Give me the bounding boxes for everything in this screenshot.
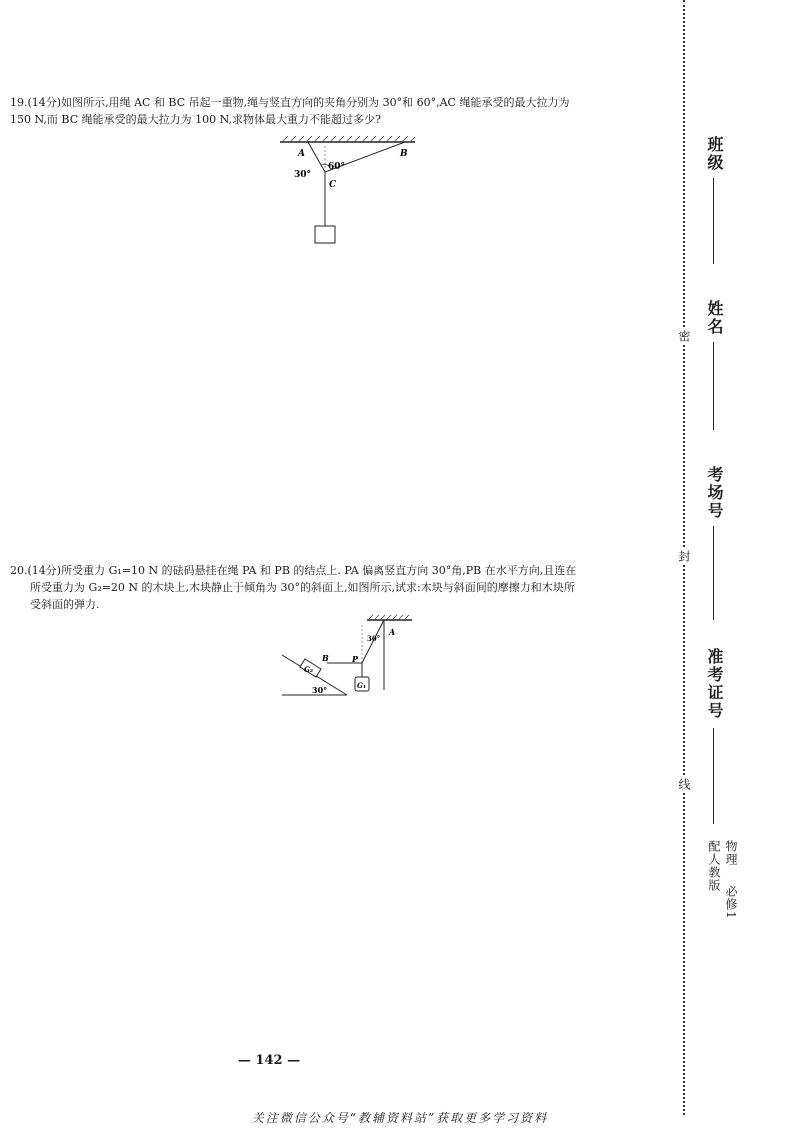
label-c: C <box>329 180 337 190</box>
seal-mark-feng: 封 <box>677 550 691 562</box>
question-20-text-line-1: 20.(14分)所受重力 G₁=10 N 的砝码悬挂在绳 PA 和 PB 的结点上. PA 偏离竖直方向 30°角,PB 在水平方向,且连在 <box>10 564 577 577</box>
label-g1: G₁ <box>357 681 367 690</box>
admission-number-fill-line <box>713 728 714 824</box>
question-19 <box>10 94 670 128</box>
angle-rope-label: 30° <box>367 634 381 643</box>
page-number: — 142 — <box>237 1053 301 1068</box>
hanging-weight <box>315 226 335 243</box>
class-fill-line <box>713 178 714 264</box>
label-p: P <box>352 654 359 664</box>
class-label: 班级 <box>705 136 724 172</box>
angle-slope-label: 30° <box>312 685 328 695</box>
name-label: 姓名 <box>705 300 724 336</box>
question-19-figure <box>270 136 430 248</box>
edition-label: 配人教版 <box>707 840 721 892</box>
label-a: A <box>389 627 396 637</box>
label-a: A <box>298 149 305 159</box>
admission-number-label: 准考证号 <box>705 648 724 720</box>
angle-60-label: 60° <box>328 162 346 172</box>
subject-info <box>706 840 740 1000</box>
label-b: B <box>322 653 329 663</box>
ceiling-hatching <box>282 136 415 142</box>
subject-label: 物理 <box>724 840 738 866</box>
rope-ac <box>308 142 325 172</box>
question-19-text-line-1: 19.(14分)如图所示,用绳 AC 和 BC 吊起一重物,绳与竖直方向的夹角分别为 30°和 60°,AC 绳能承受的最大拉力为 <box>10 96 570 109</box>
question-20 <box>10 562 670 613</box>
footer-note: 关注微信公众号“教辅资料站”获取更多学习资料 <box>251 1111 549 1125</box>
exam-room-label: 考场号 <box>705 466 724 520</box>
seal-mark-mi: 密 <box>677 330 691 342</box>
book-label: 必修1 <box>724 884 738 920</box>
exam-room-fill-line <box>713 526 714 620</box>
question-20-figure <box>272 615 417 705</box>
name-fill-line <box>713 342 714 430</box>
angle-30-label: 30° <box>294 170 312 180</box>
question-20-text-line-2: 所受重力为 G₂=20 N 的木块上,木块静止于倾角为 30°的斜面上,如图所示,试求:木块与斜面间的摩擦力和木块所 <box>30 581 575 594</box>
seal-mark-xian: 线 <box>677 778 691 790</box>
label-g2: G₂ <box>304 665 314 674</box>
question-20-text-line-3: 受斜面的弹力. <box>30 598 100 611</box>
label-b: B <box>400 149 408 159</box>
question-19-text-line-2: 150 N,而 BC 绳能承受的最大拉力为 100 N,求物体最大重力不能超过多少? <box>10 113 381 126</box>
